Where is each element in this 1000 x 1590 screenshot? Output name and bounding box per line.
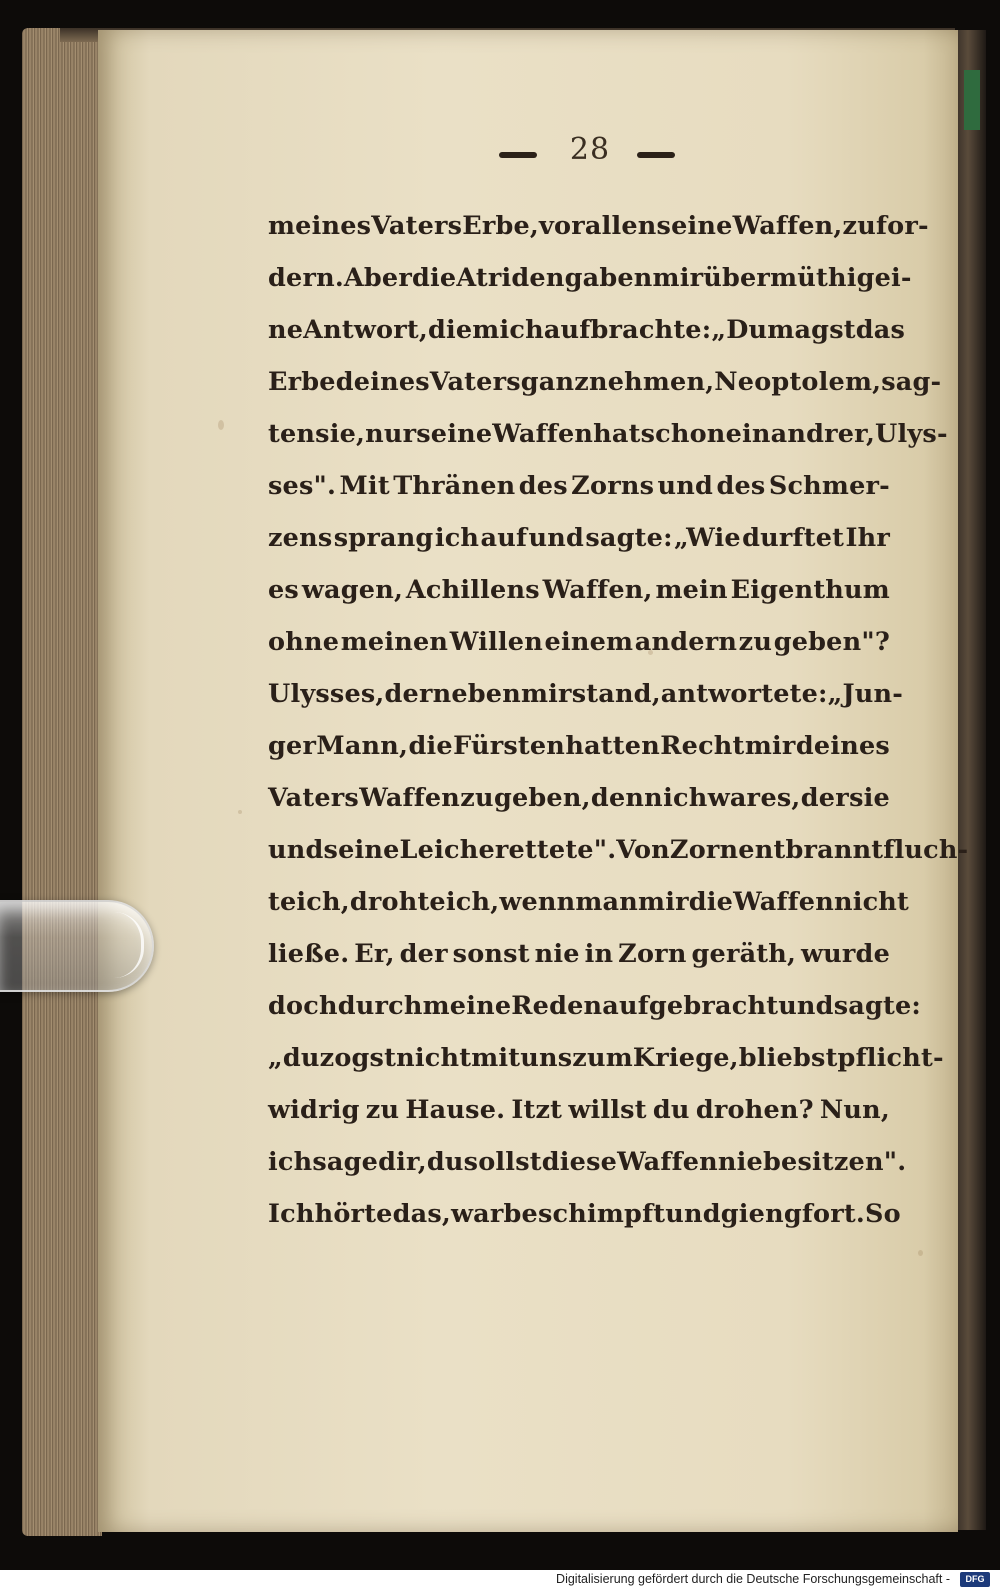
word: Erbe, [462, 211, 539, 241]
word: Reden [511, 991, 603, 1021]
text-line [268, 1084, 890, 1136]
word: des [518, 471, 568, 501]
word: Ulysses, [268, 679, 385, 709]
word: aufgebracht [602, 991, 779, 1021]
word: die [688, 887, 734, 917]
word: war [707, 783, 761, 813]
word: gieng [720, 1199, 802, 1229]
footer-credit: Digitalisierung gefördert durch die Deutsche Forschungsgemeinschaft - [556, 1572, 950, 1586]
word: drohen? [695, 1095, 814, 1125]
word: Waffen, [542, 575, 653, 605]
word: das [855, 315, 906, 345]
text-line [268, 1032, 944, 1084]
word: mich [472, 315, 544, 345]
word: Recht [660, 731, 745, 761]
word: seine [323, 835, 400, 865]
word: einem [544, 627, 634, 657]
word: hatten [565, 731, 660, 761]
word: sagte: [833, 991, 922, 1021]
word: es [268, 575, 299, 605]
word: hat [593, 419, 641, 449]
word: Ulys- [875, 419, 948, 449]
word: magst [767, 315, 856, 345]
word: Waffen [617, 1147, 718, 1177]
text-line [268, 564, 890, 616]
word: Waffen [492, 419, 594, 449]
word: denn [590, 783, 663, 813]
text-line [268, 252, 912, 304]
word: Thränen [393, 471, 516, 501]
word: ich, [296, 887, 350, 917]
word: wenn [499, 887, 576, 917]
word: Vaters [268, 783, 359, 813]
word: zum [572, 1043, 633, 1073]
word: zu [460, 783, 494, 813]
word: ich, [445, 887, 500, 917]
word: antwortete: [660, 679, 828, 709]
word: zu [365, 1095, 400, 1125]
header-dash-left [499, 152, 537, 158]
word: te [268, 887, 297, 917]
word: sollst [463, 1147, 542, 1177]
word: ten [268, 419, 316, 449]
word: Hause. [405, 1095, 506, 1125]
word: Fürsten [453, 731, 566, 761]
word: sie [849, 783, 890, 813]
word: Nun, [819, 1095, 890, 1125]
word: mir [520, 679, 572, 709]
word: ein [725, 419, 771, 449]
body-text [268, 200, 969, 1240]
word: der [399, 939, 448, 969]
word: und [665, 1199, 721, 1229]
word: ließe. [268, 939, 350, 969]
word: das, [392, 1199, 451, 1229]
word: deines [335, 367, 430, 397]
word: Eigenthum [730, 575, 890, 605]
word: Vaters [371, 211, 463, 241]
word: deines [795, 731, 890, 761]
word: sagte: [585, 523, 673, 553]
word: Zorn [618, 939, 687, 969]
word: Atriden [456, 263, 565, 293]
footer-bar [0, 1570, 1000, 1590]
word: Antwort, [303, 315, 428, 345]
text-line [268, 824, 969, 876]
word: Kriege, [632, 1043, 739, 1073]
text-line [268, 928, 890, 980]
word: und [778, 991, 834, 1021]
word: allen [584, 211, 657, 241]
word: andrer, [770, 419, 876, 449]
word: ei- [874, 263, 912, 293]
word: rettete". [494, 835, 617, 865]
word: vor [539, 211, 585, 241]
text-line [268, 200, 929, 252]
word: Itzt [511, 1095, 563, 1125]
word: seine [416, 419, 493, 449]
word: sag- [881, 367, 942, 397]
word: es, [760, 783, 801, 813]
word: ger [268, 731, 317, 761]
word: Mit [339, 471, 390, 501]
word: nehmen, [588, 367, 715, 397]
word: ohne [268, 627, 340, 657]
word: und [268, 835, 324, 865]
glass-page-holder [0, 900, 154, 992]
word: neben [432, 679, 521, 709]
word: sonst [452, 939, 530, 969]
word: ganz [520, 367, 589, 397]
word: meinen [340, 627, 449, 657]
header-dash-right [637, 152, 675, 158]
word: ich [268, 1147, 313, 1177]
word: der [800, 783, 849, 813]
text-line [268, 512, 890, 564]
text-line [268, 772, 890, 824]
word: Waffen, [732, 211, 843, 241]
word: der [384, 679, 433, 709]
word: nicht [833, 887, 910, 917]
word: übermüthig [703, 263, 875, 293]
word: Vaters [429, 367, 521, 397]
word: Waffen [359, 783, 461, 813]
word: sage [312, 1147, 379, 1177]
word: pflicht- [837, 1043, 944, 1073]
word: Schmer- [768, 471, 890, 501]
word: ses". [268, 471, 337, 501]
dfg-logo-icon: DFG [960, 1572, 990, 1587]
word: Mann, [316, 731, 409, 761]
word: und [528, 523, 585, 553]
word: doch [268, 991, 338, 1021]
word: uns [520, 1043, 573, 1073]
word: durftet [742, 523, 845, 553]
word: man [575, 887, 639, 917]
word: gaben [564, 263, 653, 293]
word: Aber [343, 263, 412, 293]
text-line [268, 876, 910, 928]
word: beschimpft [503, 1199, 666, 1229]
word: mit [471, 1043, 521, 1073]
word: fluch- [883, 835, 969, 865]
word: besitzen". [762, 1147, 907, 1177]
word: ich [663, 783, 708, 813]
word: du [426, 1147, 464, 1177]
word: die [408, 731, 453, 761]
word: Waffen [733, 887, 834, 917]
word: „du [268, 1043, 320, 1073]
word: sprang [333, 523, 434, 553]
word: dir, [378, 1147, 427, 1177]
word: hörte [314, 1199, 393, 1229]
word: geräth, [691, 939, 797, 969]
word: geben"? [773, 627, 890, 657]
text-line [268, 304, 906, 356]
word: die [411, 263, 457, 293]
word: ne [268, 315, 304, 345]
word: entbrannt [738, 835, 884, 865]
page-header [495, 132, 695, 178]
word: auf [480, 523, 528, 553]
word: widrig [268, 1095, 360, 1125]
word: du [652, 1095, 690, 1125]
word: andern [634, 627, 738, 657]
word: Ihr [845, 523, 890, 553]
word: geben, [493, 783, 591, 813]
text-line [268, 668, 904, 720]
word: zu [738, 627, 773, 657]
word: nicht [396, 1043, 472, 1073]
word: So [864, 1199, 901, 1229]
word: Ich [268, 1199, 315, 1229]
word: durch [337, 991, 423, 1021]
word: „Jun- [827, 679, 904, 709]
word: nie [717, 1147, 763, 1177]
word: „Wie [674, 523, 741, 553]
word: schon [640, 419, 726, 449]
word: mir [652, 263, 704, 293]
word: stand, [571, 679, 661, 709]
text-line [268, 408, 948, 460]
word: drohte [349, 887, 446, 917]
word: meine [422, 991, 512, 1021]
word: nur [365, 419, 417, 449]
word: zens [268, 523, 333, 553]
book-fore-edge [22, 28, 102, 1536]
word: Willen [449, 627, 543, 657]
word: willst [568, 1095, 647, 1125]
word: Zorn [669, 835, 739, 865]
word: bliebst [738, 1043, 838, 1073]
word: zogst [319, 1043, 397, 1073]
word: aufbrachte: [543, 315, 712, 345]
word: Erbe [268, 367, 336, 397]
word: Achillens [405, 575, 540, 605]
word: Leiche [399, 835, 495, 865]
word: mein [655, 575, 728, 605]
word: in [584, 939, 614, 969]
text-line [268, 720, 890, 772]
word: dern. [268, 263, 344, 293]
word: diese [541, 1147, 618, 1177]
text-line [268, 1136, 907, 1188]
word: wagen, [301, 575, 404, 605]
text-line [268, 616, 890, 668]
word: und [657, 471, 714, 501]
word: sie, [315, 419, 366, 449]
word: nie [534, 939, 580, 969]
text-line [268, 356, 942, 408]
word: war [451, 1199, 504, 1229]
word: Zorns [571, 471, 655, 501]
word: mir [638, 887, 689, 917]
word: ich [434, 523, 480, 553]
word: Er, [354, 939, 395, 969]
word: Neoptolem, [714, 367, 882, 397]
word: des [716, 471, 766, 501]
text-line [268, 980, 922, 1032]
word: wurde [801, 939, 890, 969]
text-line [268, 1188, 901, 1240]
text-line [268, 460, 890, 512]
word: seine [656, 211, 733, 241]
word: for- [875, 211, 929, 241]
page-number: 28 [569, 132, 611, 167]
word: zu [842, 211, 876, 241]
word: Von [616, 835, 670, 865]
word: fort. [801, 1199, 865, 1229]
word: meines [268, 211, 372, 241]
word: mir [744, 731, 796, 761]
word: „Du [711, 315, 768, 345]
word: die [427, 315, 473, 345]
